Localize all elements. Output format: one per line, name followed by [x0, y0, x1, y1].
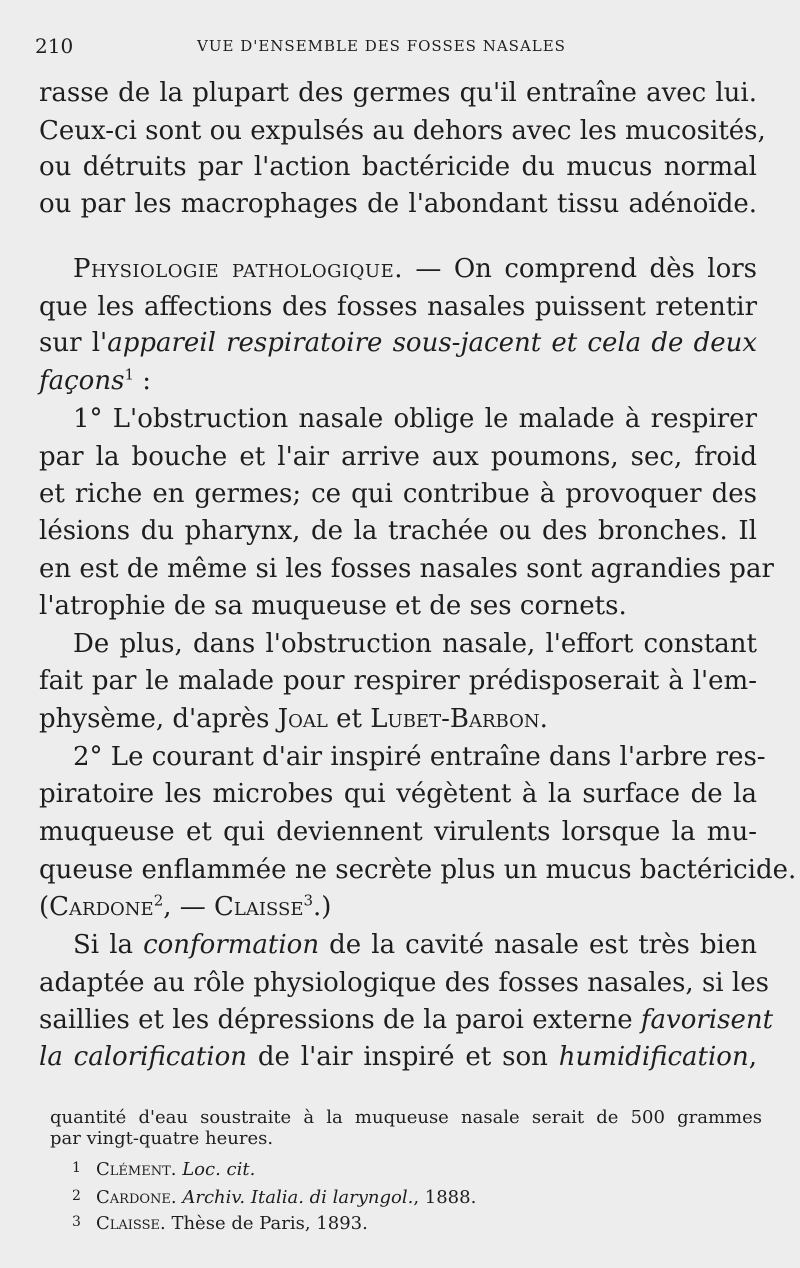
text-span: ,	[748, 1042, 757, 1072]
text-line: 2° Le courant d'air inspiré entraîne dans l'arbre res-	[73, 742, 766, 772]
footnote-ref: 1	[124, 365, 134, 384]
text-span: — On comprend dès lors	[403, 254, 757, 284]
italic-span: favorisent	[640, 1005, 774, 1035]
text-span: de la cavité nasale est très bien	[319, 930, 757, 960]
text-span: , —	[163, 892, 215, 922]
footnote-ref: 2	[153, 891, 164, 910]
text-span: et	[327, 704, 371, 734]
footnote-mark: 2	[72, 1188, 81, 1204]
text-line: 1° L'obstruction nasale oblige le malade à respirer	[73, 404, 757, 434]
text-span: de l'air inspiré et son	[247, 1042, 559, 1072]
italic-span: Loc. cit.	[182, 1159, 256, 1180]
italic-span: conformation	[143, 930, 320, 960]
page-number: 210	[35, 34, 74, 58]
text-line: adaptée au rôle physiologique des fosses nasales, si les	[39, 968, 769, 998]
running-head	[35, 34, 765, 62]
footnote-continuation: par vingt-quatre heures.	[50, 1128, 274, 1149]
text-line	[39, 1003, 774, 1037]
footnote-ref: 3	[303, 891, 314, 910]
author-name: Joal	[277, 704, 328, 734]
text-line: rasse de la plupart des germes qu'il entraîne avec lui.	[39, 78, 757, 108]
italic-span: Archiv. Italia. di laryngol.	[182, 1187, 414, 1208]
text-span: (	[39, 892, 50, 922]
author-name: Clément	[96, 1159, 171, 1180]
footnote-2	[72, 1185, 762, 1209]
footnote-continuation: quantité d'eau soustraite à la muqueuse nasale serait de 500 grammes	[50, 1107, 762, 1128]
section-heading: Physiologie pathologique.	[73, 254, 403, 284]
text-line: en est de même si les fosses nasales sont agrandies par	[39, 554, 774, 584]
footnote-mark: 3	[72, 1214, 81, 1230]
text-span: :	[133, 366, 152, 396]
author-name: Lubet-Barbon	[370, 704, 540, 734]
author-name: Cardone	[96, 1187, 171, 1208]
text-line: muqueuse et qui deviennent virulents lorsque la mu-	[39, 817, 757, 847]
text-line	[39, 326, 757, 360]
author-name: Claisse	[214, 892, 304, 922]
text-line: l'atrophie de sa muqueuse et de ses cornets.	[39, 591, 627, 621]
text-span: .	[170, 1159, 183, 1180]
running-title: VUE D'ENSEMBLE DES FOSSES NASALES	[197, 37, 566, 55]
text-line	[39, 702, 757, 736]
text-line: piratoire les microbes qui végètent à la surface de la	[39, 779, 757, 809]
section-heading-line	[39, 252, 757, 286]
italic-span: la calorification	[39, 1042, 248, 1072]
text-line	[39, 1040, 757, 1074]
italic-span: humidification	[558, 1042, 749, 1072]
text-span: .	[170, 1187, 183, 1208]
text-line: et riche en germes; ce qui contribue à provoquer des	[39, 479, 757, 509]
text-span: Si la	[73, 930, 144, 960]
footnote-mark: 1	[72, 1160, 81, 1176]
text-line	[39, 890, 757, 924]
author-name: Claisse	[96, 1213, 161, 1234]
text-span: sur l'	[39, 328, 108, 358]
italic-span: façons	[39, 366, 125, 396]
text-span: physème, d'après	[39, 704, 278, 734]
text-line: ou par les macrophages de l'abondant tissu adénoïde.	[39, 189, 757, 219]
text-line: que les affections des fosses nasales puissent retentir	[39, 292, 757, 322]
text-span: saillies et les dépressions de la paroi externe	[39, 1005, 641, 1035]
footnote-1	[72, 1157, 762, 1181]
text-line: ou détruits par l'action bactéricide du mucus normal	[39, 152, 757, 182]
italic-span: appareil respiratoire sous-jacent et cela de deux	[107, 328, 758, 358]
text-span: , 1888.	[413, 1187, 477, 1208]
text-line: queuse enflammée ne secrète plus un mucus bactéricide.	[39, 855, 797, 885]
footnote-3	[72, 1211, 762, 1235]
author-name: Cardone	[49, 892, 154, 922]
text-line: De plus, dans l'obstruction nasale, l'effort constant	[73, 629, 757, 659]
text-line: lésions du pharynx, de la trachée ou des bronches. Il	[39, 516, 757, 546]
text-line	[39, 928, 757, 962]
text-span: .)	[313, 892, 332, 922]
text-line: Ceux-ci sont ou expulsés au dehors avec les mucosités,	[39, 116, 766, 146]
text-line	[39, 364, 757, 398]
text-line: par la bouche et l'air arrive aux poumons, sec, froid	[39, 442, 757, 472]
text-line: fait par le malade pour respirer prédisposerait à l'em-	[39, 666, 757, 696]
text-span: . Thèse de Paris, 1893.	[160, 1213, 368, 1234]
text-span: .	[539, 704, 548, 734]
